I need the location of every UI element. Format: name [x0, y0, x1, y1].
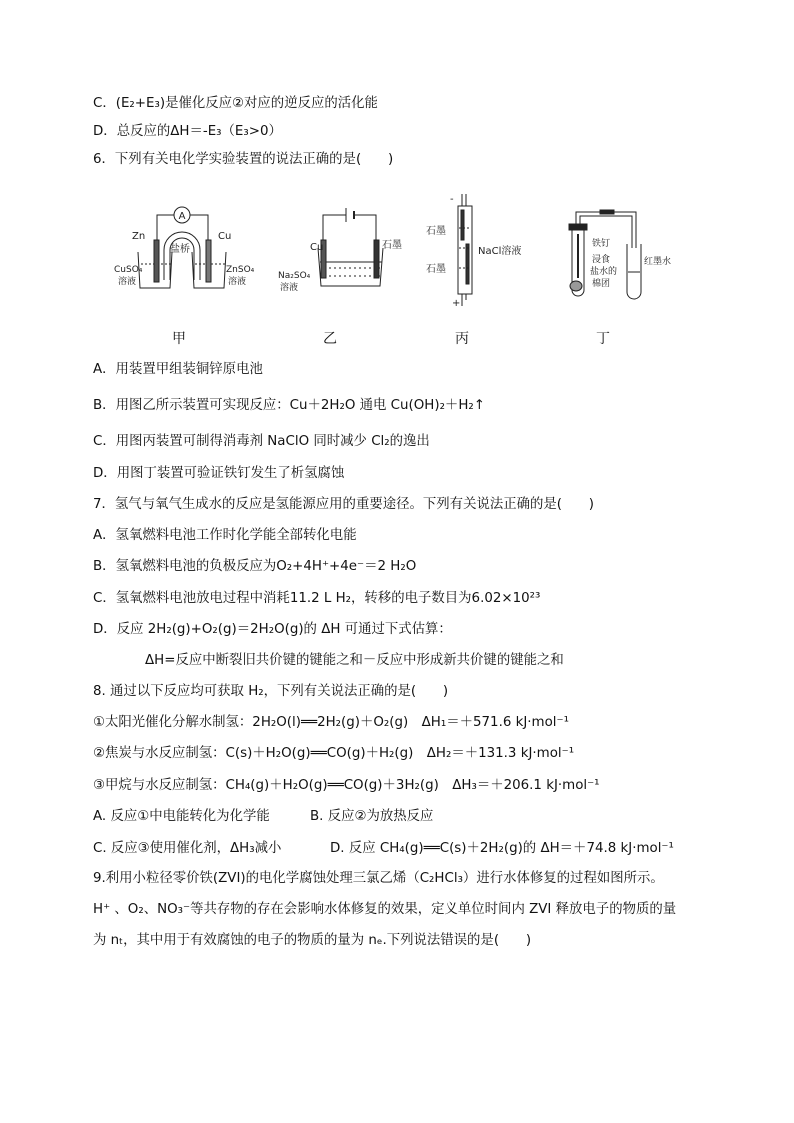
option-d-q5: D．总反应的ΔH＝-E₃（E₃>0）	[93, 124, 282, 139]
option-a-q6: A．用装置甲组装铜锌原电池	[93, 362, 263, 377]
ammeter-label: A	[178, 211, 186, 222]
option-b-q7: B．氢氧燃料电池的负极反应为O₂+4H⁺+4e⁻＝2 H₂O	[93, 559, 417, 574]
cuso4-solution-label: 溶液	[118, 277, 137, 287]
caption-ding: 丁	[596, 331, 610, 347]
cotton-label-3: 棉团	[592, 279, 611, 289]
caption-jia: 甲	[172, 331, 186, 347]
red-ink-label: 红墨水	[644, 257, 672, 267]
negative-sign: -	[450, 194, 454, 205]
option-a-q8: A. 反应①中电能转化为化学能	[93, 809, 270, 824]
figure-bing	[426, 194, 521, 309]
apparatus-diagram	[100, 188, 672, 318]
na2so4-label: Na₂SO₄	[278, 271, 311, 281]
option-c-q7: C．氢氧燃料电池放电过程中消耗11.2 L H₂，转移的电子数目为6.02×10²³	[93, 591, 541, 606]
apparatus-figures	[100, 188, 672, 348]
option-c-q5: C．(E₂+E₃)是催化反应②对应的逆反应的活化能	[93, 96, 378, 111]
caption-bing: 丙	[455, 331, 469, 347]
cuso4-label: CuSO₄	[114, 265, 143, 275]
yi-cu-label: Cu	[310, 242, 324, 253]
reaction-1: ①太阳光催化分解水制氢：2H₂O(l)══2H₂(g)＋O₂(g) ΔH₁＝＋571.6 kJ·mol⁻¹	[93, 715, 569, 730]
reaction-3: ③甲烷与水反应制氢：CH₄(g)＋H₂O(g)══CO(g)＋3H₂(g) ΔH₃＝＋206.1 kJ·mol⁻¹	[93, 778, 600, 793]
cotton-label-2: 盐水的	[590, 267, 618, 277]
question-9-line-1: 9.利用小粒径零价铁(ZVI)的电化学腐蚀处理三氯乙烯（C₂HCl₃）进行水体修复的过程如图所示。	[93, 871, 664, 886]
delta-h-estimate: ΔH=反应中断裂旧共价键的键能之和－反应中形成新共价键的键能之和	[145, 653, 564, 668]
option-c-q8: C. 反应③使用催化剂，ΔH₃减小	[93, 841, 282, 856]
option-a-q7: A．氢氧燃料电池工作时化学能全部转化电能	[93, 528, 357, 543]
question-8: 8. 通过以下反应均可获取 H₂，下列有关说法正确的是( )	[93, 684, 449, 699]
question-9-line-2: H⁺ 、O₂、NO₃⁻等共存物的存在会影响水体修复的效果，定义单位时间内 ZVI 释放电子的物质的量	[93, 902, 677, 917]
znso4-solution-label: 溶液	[228, 277, 247, 287]
figure-yi	[278, 208, 402, 293]
salt-bridge-label: 盐桥	[170, 244, 190, 255]
option-d-q6: D．用图丁装置可验证铁钉发生了析氢腐蚀	[93, 466, 345, 481]
option-c-q6: C．用图丙装置可制得消毒剂 NaClO 同时减少 Cl₂的逸出	[93, 434, 430, 449]
cotton-label-1: 浸食	[592, 255, 611, 265]
figure-ding	[569, 210, 671, 299]
figure-jia	[114, 207, 255, 288]
iron-nail-label: 铁钉	[592, 239, 611, 249]
option-d-q7: D．反应 2H₂(g)+O₂(g)＝2H₂O(g)的 ΔH 可通过下式估算：	[93, 622, 452, 637]
positive-sign: +	[452, 298, 461, 309]
yi-graphite-label: 石墨	[382, 240, 402, 251]
caption-yi: 乙	[323, 331, 337, 347]
option-b-q8: B. 反应②为放热反应	[310, 809, 434, 824]
cu-label: Cu	[218, 231, 232, 242]
upper-graphite-label: 石墨	[426, 226, 446, 237]
lower-graphite-label: 石墨	[426, 264, 446, 275]
option-b-q6: B．用图乙所示装置可实现反应：Cu＋2H₂O 通电 Cu(OH)₂＋H₂↑	[93, 398, 485, 413]
znso4-label: ZnSO₄	[226, 265, 255, 275]
question-7: 7．氢气与氧气生成水的反应是氢能源应用的重要途径。下列有关说法正确的是( )	[93, 497, 595, 512]
option-d-q8: D. 反应 CH₄(g)══C(s)＋2H₂(g)的 ΔH＝＋74.8 kJ·mol⁻¹	[330, 841, 674, 856]
nacl-solution-label: NaCl溶液	[478, 246, 522, 257]
question-9-line-3: 为 nₜ，其中用于有效腐蚀的电子的物质的量为 nₑ.下列说法错误的是( )	[93, 933, 532, 948]
reaction-2: ②焦炭与水反应制氢：C(s)＋H₂O(g)══CO(g)＋H₂(g) ΔH₂＝＋131.3 kJ·mol⁻¹	[93, 746, 575, 761]
zn-label: Zn	[132, 231, 146, 242]
question-6: 6．下列有关电化学实验装置的说法正确的是( )	[93, 152, 394, 167]
na2so4-solution-label: 溶液	[280, 283, 299, 293]
